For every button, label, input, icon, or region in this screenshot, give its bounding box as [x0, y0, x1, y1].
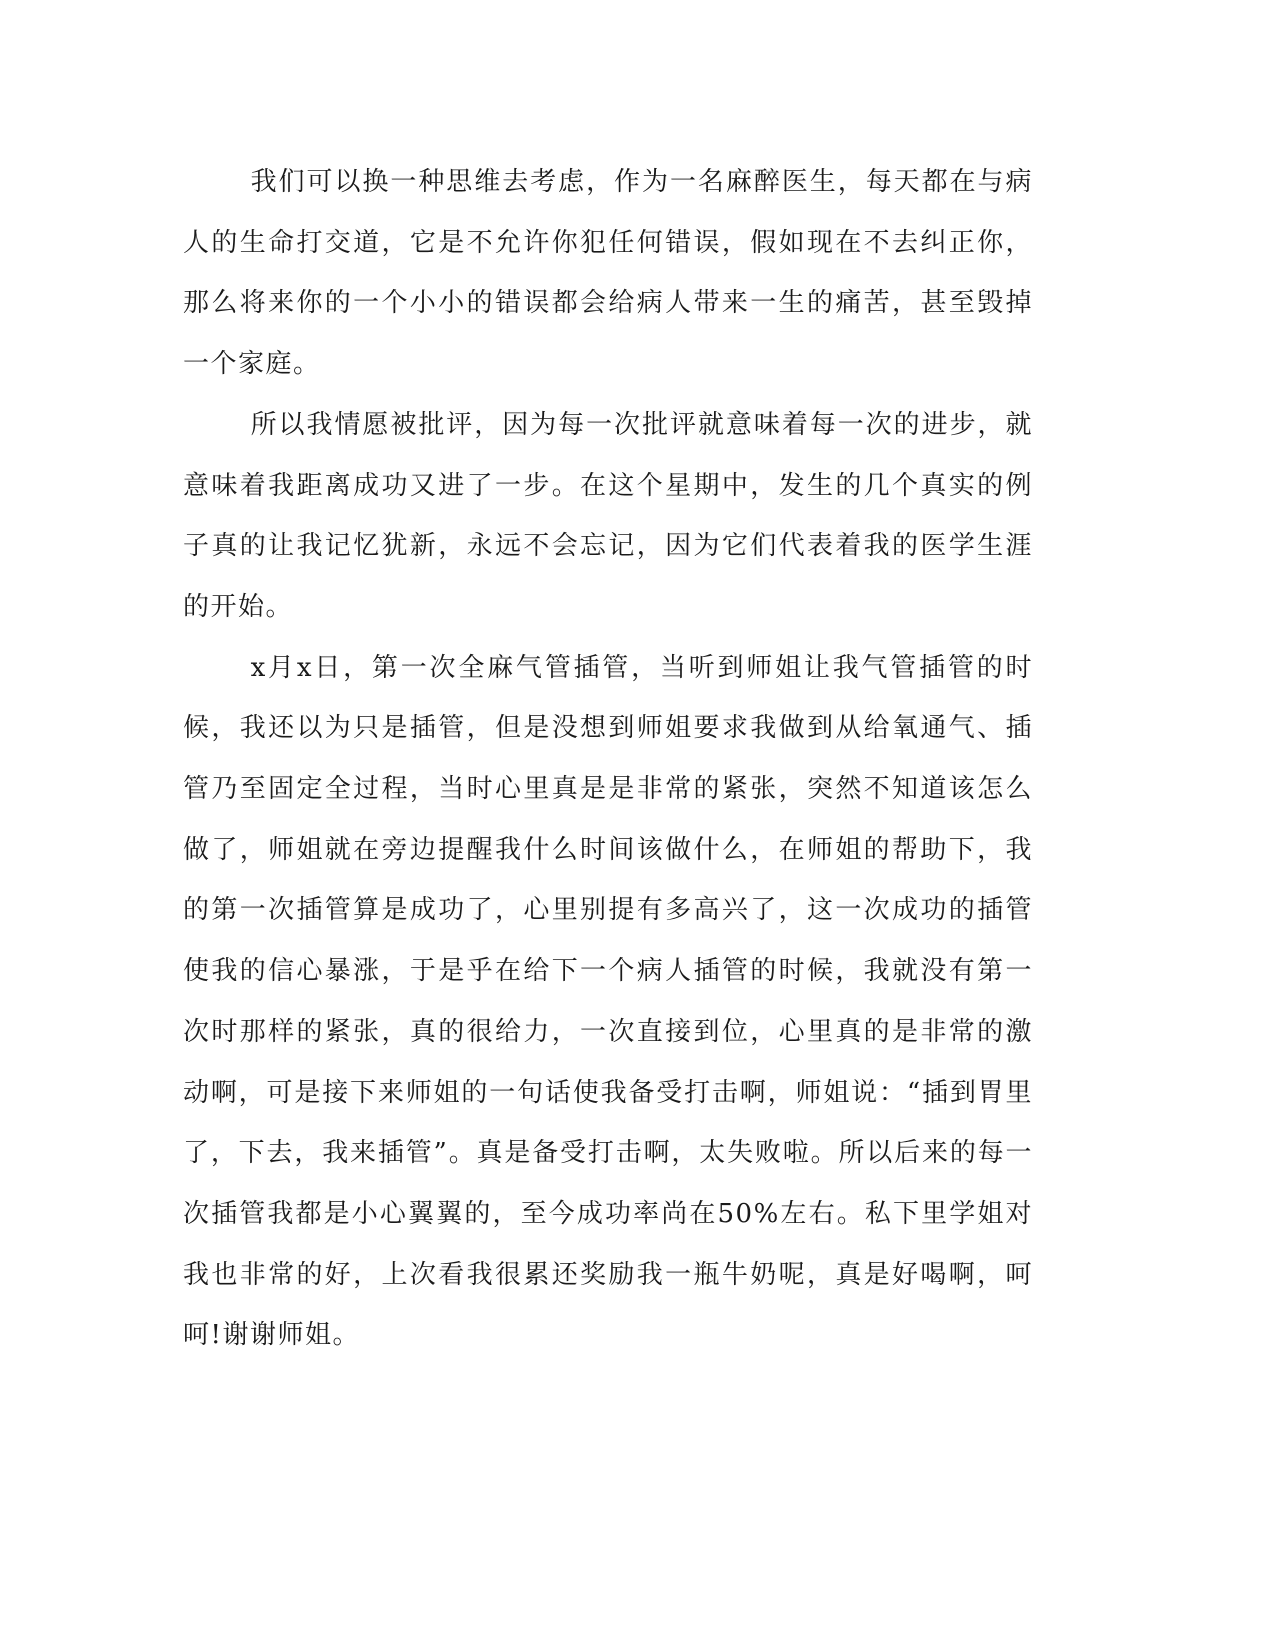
paragraph-2: 所以我情愿被批评，因为每一次批评就意味着每一次的进步，就意味着我距离成功又进了一步。在这个星期中，发生的几个真实的例子真的让我记忆犹新，永远不会忘记，因为它们代表着我的医学生涯的开始。 — [183, 409, 1033, 622]
paragraph-1: 我们可以换一种思维去考虑，作为一名麻醉医生，每天都在与病人的生命打交道，它是不允许你犯任何错误，假如现在不去纠正你，那么将来你的一个小小的错误都会给病人带来一生的痛苦，甚至毁掉一个家庭。 — [183, 167, 1033, 380]
document-body — [183, 152, 1033, 1366]
paragraph-3: x月x日，第一次全麻气管插管，当听到师姐让我气管插管的时候，我还以为只是插管，但是没想到师姐要求我做到从给氧通气、插管乃至固定全过程，当时心里真是是非常的紧张，突然不知道该怎么做了，师姐就在旁边提醒我什么时间该做什么，在师姐的帮助下，我的第一次插管算是成功了，心里别提有多高兴了，这一次成功的插管使我的信心暴涨，于是乎在给下一个病人插管的时候，我就没有第一次时那样的紧张，真的很给力，一次直接到位，心里真的是非常的激动啊，可是接下来师姐的一句话使我备受打击啊，师姐说：“插到胃里了，下去，我来插管”。真是备受打击啊，太失败啦。所以后来的每一次插管我都是小心翼翼的，至今成功率尚在50%左右。私下里学姐对我也非常的好，上次看我很累还奖励我一瓶牛奶呢，真是好喝啊，呵呵!谢谢师姐。 — [183, 652, 1033, 1351]
